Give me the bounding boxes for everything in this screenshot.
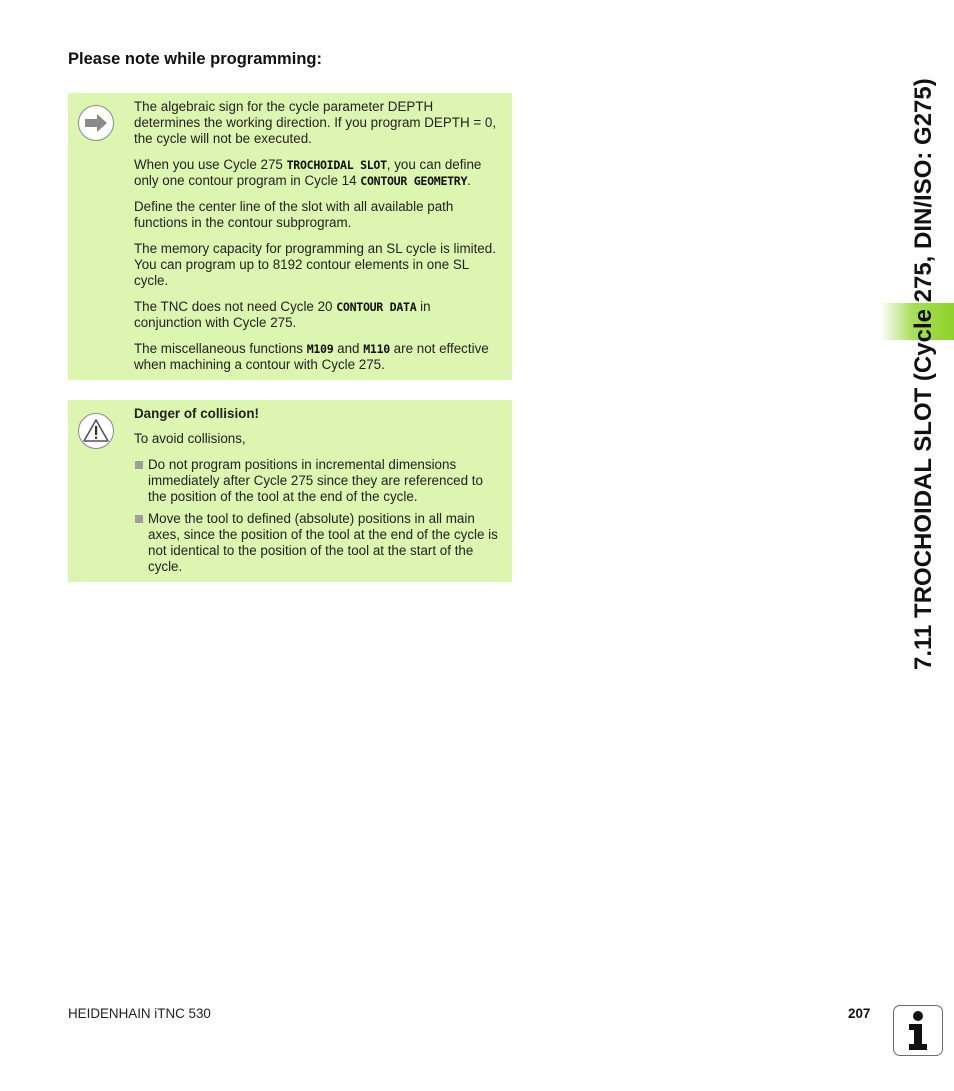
code-m109: M109: [306, 342, 334, 356]
warning-triangle-icon: [78, 413, 114, 449]
note-paragraph-depth: The algebraic sign for the cycle parameter DEPTH determines the working direction. If you program DEPTH = 0, the cycle will not be executed.: [134, 99, 497, 146]
code-m110: M110: [363, 342, 390, 356]
footer-manual-name: HEIDENHAIN iTNC 530: [68, 1006, 211, 1021]
warning-bullet: Move the tool to defined (absolute) positions in all main axes, since the position of the tool at the end of the cycle is not identical to the position of the tool at the start of the cycle.: [134, 511, 500, 575]
code-contour-data: CONTOUR DATA: [336, 300, 417, 314]
warning-intro: To avoid collisions,: [134, 431, 246, 446]
info-note: [68, 93, 512, 380]
note-paragraph-center-line: Define the center line of the slot with all available path functions in the contour subprogram.: [134, 199, 454, 230]
bullet-square-icon: [135, 461, 143, 469]
note-paragraph-memory: The memory capacity for programming an SL cycle is limited. You can program up to 8192 contour elements in one SL cycle.: [134, 241, 496, 288]
note-paragraph-misc-functions: The miscellaneous functions M109 and M110 are not effective when machining a contour with Cycle 275.: [134, 341, 489, 372]
bullet-square-icon: [135, 515, 143, 523]
warning-bullet: Do not program positions in incremental dimensions immediately after Cycle 275 since they are referenced to the position of the tool at the end of the cycle.: [134, 457, 500, 505]
page-number: 207: [848, 1006, 871, 1021]
arrow-right-icon: [78, 105, 114, 141]
warning-title: Danger of collision!: [134, 406, 259, 421]
info-icon: [893, 1005, 943, 1056]
note-paragraph-contour-program: When you use Cycle 275 TROCHOIDAL SLOT, you can define only one contour program in Cycle 14 CONTOUR GEOMETRY.: [134, 157, 482, 188]
section-heading: Please note while programming:: [68, 50, 322, 68]
code-trochoidal-slot: TROCHOIDAL SLOT: [286, 158, 387, 172]
code-contour-geometry: CONTOUR GEOMETRY: [360, 174, 468, 188]
warning-note: [68, 400, 512, 582]
side-chapter-title: 7.11 TROCHOIDAL SLOT (Cycle 275, DIN/ISO: G275): [910, 78, 937, 670]
note-paragraph-cycle-20: The TNC does not need Cycle 20 CONTOUR DATA in conjunction with Cycle 275.: [134, 299, 431, 330]
